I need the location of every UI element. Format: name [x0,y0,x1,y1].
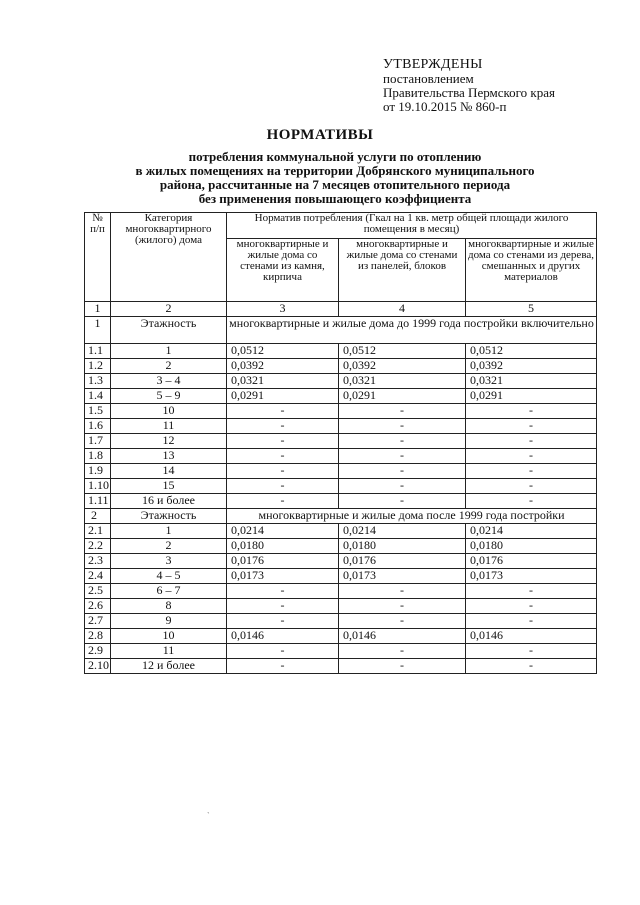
value-wood: - [466,449,597,464]
value-wood: - [466,434,597,449]
section-number: 2 [85,509,111,524]
floors-cell: 5 – 9 [111,389,227,404]
row-number: 1.11 [85,494,111,509]
row-number: 2.10 [85,659,111,674]
approval-line-2: Правительства Пермского края [383,85,555,100]
floors-cell: 4 – 5 [111,569,227,584]
value-brick: 0,0392 [227,359,339,374]
document-title: НОРМАТИВЫ [266,127,374,143]
floors-cell: 3 [111,554,227,569]
table-row [85,449,597,464]
row-number: 2.8 [85,629,111,644]
value-brick: - [227,584,339,599]
value-wood: - [466,614,597,629]
floors-cell: 15 [111,479,227,494]
value-panel: - [339,584,466,599]
header-wood: многоквартирные и жилые дома со стенами из дерева, смешанных и других материалов [466,238,597,301]
subtitle-line: в жилых помещениях на территории Добрянского муниципального [135,163,535,178]
value-panel: 0,0146 [339,629,466,644]
row-number: 1.2 [85,359,111,374]
value-wood: - [466,644,597,659]
table-row [85,359,597,374]
subtitle-line: без применения повышающего коэффициента [198,191,472,206]
row-number: 2.3 [85,554,111,569]
value-wood: 0,0176 [466,554,597,569]
table-row [85,404,597,419]
row-number: 1.3 [85,374,111,389]
row-number: 1.1 [85,344,111,359]
section-2-row [85,509,597,524]
value-panel: 0,0173 [339,569,466,584]
value-brick: 0,0291 [227,389,339,404]
column-number-cell: 2 [111,302,227,317]
value-brick: 0,0214 [227,524,339,539]
value-wood: - [466,599,597,614]
column-number-cell: 3 [227,302,339,317]
floors-cell: 2 [111,539,227,554]
floors-cell: 3 – 4 [111,374,227,389]
section-label: Этажность [111,509,227,524]
value-panel: 0,0512 [339,344,466,359]
floors-cell: 8 [111,599,227,614]
row-number: 1.9 [85,464,111,479]
row-number: 2.9 [85,644,111,659]
value-wood: 0,0392 [466,359,597,374]
value-brick: - [227,614,339,629]
document-subtitle [95,150,575,206]
value-brick: - [227,494,339,509]
floors-cell: 16 и более [111,494,227,509]
table-row [85,584,597,599]
value-brick: - [227,464,339,479]
row-number: 1.7 [85,434,111,449]
value-panel: 0,0176 [339,554,466,569]
table-row [85,659,597,674]
approval-heading: УТВЕРЖДЕНЫ [383,57,483,72]
value-wood: 0,0214 [466,524,597,539]
row-number: 2.2 [85,539,111,554]
approval-line-3: от 19.10.2015 № 860-п [383,99,507,114]
value-wood: 0,0146 [466,629,597,644]
approval-block [383,58,623,114]
value-brick: 0,0321 [227,374,339,389]
table-row [85,554,597,569]
value-wood: 0,0512 [466,344,597,359]
value-wood: - [466,494,597,509]
subtitle-line: района, рассчитанные на 7 месяцев отопительного периода [159,177,511,192]
floors-cell: 12 и более [111,659,227,674]
table-row [85,374,597,389]
value-wood: - [466,464,597,479]
row-number: 1.4 [85,389,111,404]
value-wood: 0,0180 [466,539,597,554]
section-title: многоквартирные и жилые дома до 1999 года постройки включительно [227,317,597,344]
value-brick: 0,0180 [227,539,339,554]
table-row [85,494,597,509]
table-row [85,434,597,449]
table-row [85,344,597,359]
column-number-cell: 4 [339,302,466,317]
scan-mark: ` [207,811,210,820]
value-wood: - [466,659,597,674]
value-panel: - [339,419,466,434]
row-number: 2.7 [85,614,111,629]
table-row [85,524,597,539]
section-label: Этажность [111,317,227,344]
column-number-cell: 1 [85,302,111,317]
table-row [85,419,597,434]
value-panel: - [339,464,466,479]
floors-cell: 11 [111,644,227,659]
value-panel: - [339,449,466,464]
row-number: 2.1 [85,524,111,539]
table-row [85,389,597,404]
value-panel: 0,0321 [339,374,466,389]
floors-cell: 2 [111,359,227,374]
floors-cell: 1 [111,524,227,539]
value-brick: 0,0512 [227,344,339,359]
value-panel: - [339,479,466,494]
column-number-cell: 5 [466,302,597,317]
value-wood: 0,0173 [466,569,597,584]
header-category: Категория многоквартирного (жилого) дома [111,213,227,302]
value-panel: 0,0180 [339,539,466,554]
table-row [85,629,597,644]
table-row [85,614,597,629]
floors-cell: 1 [111,344,227,359]
row-number: 2.6 [85,599,111,614]
section-title: многоквартирные и жилые дома после 1999 года постройки [227,509,597,524]
value-wood: - [466,479,597,494]
floors-cell: 14 [111,464,227,479]
value-panel: - [339,494,466,509]
value-brick: - [227,599,339,614]
value-panel: 0,0214 [339,524,466,539]
value-panel: - [339,404,466,419]
value-wood: - [466,404,597,419]
value-wood: 0,0291 [466,389,597,404]
row-number: 2.5 [85,584,111,599]
value-brick: 0,0176 [227,554,339,569]
floors-cell: 11 [111,419,227,434]
value-panel: - [339,614,466,629]
floors-cell: 12 [111,434,227,449]
value-brick: - [227,449,339,464]
header-number: № п/п [85,213,111,302]
floors-cell: 9 [111,614,227,629]
value-brick: 0,0173 [227,569,339,584]
row-number: 2.4 [85,569,111,584]
value-wood: - [466,419,597,434]
section-number: 1 [85,317,111,344]
value-panel: 0,0392 [339,359,466,374]
value-panel: - [339,599,466,614]
table-row [85,539,597,554]
row-number: 1.5 [85,404,111,419]
value-brick: - [227,419,339,434]
row-number: 1.10 [85,479,111,494]
table-row [85,569,597,584]
table-row [85,464,597,479]
approval-line-1: постановлением [383,71,474,86]
value-brick: - [227,659,339,674]
table-row [85,599,597,614]
subtitle-line: потребления коммунальной услуги по отоплению [188,149,482,164]
floors-cell: 13 [111,449,227,464]
value-brick: - [227,644,339,659]
section-1-row [85,317,597,344]
header-brick: многоквартирные и жилые дома со стенами из камня, кирпича [227,238,339,301]
floors-cell: 10 [111,629,227,644]
table-row [85,644,597,659]
value-panel: 0,0291 [339,389,466,404]
value-brick: - [227,434,339,449]
floors-cell: 10 [111,404,227,419]
floors-cell: 6 – 7 [111,584,227,599]
value-wood: - [466,584,597,599]
header-norm: Норматив потребления (Гкал на 1 кв. метр общей площади жилого помещения в месяц) [227,213,597,239]
value-brick: - [227,404,339,419]
value-panel: - [339,659,466,674]
norms-table [84,212,597,674]
row-number: 1.6 [85,419,111,434]
header-panel: многоквартирные и жилые дома со стенами из панелей, блоков [339,238,466,301]
table-row [85,479,597,494]
value-wood: 0,0321 [466,374,597,389]
value-panel: - [339,434,466,449]
value-brick: 0,0146 [227,629,339,644]
value-panel: - [339,644,466,659]
value-brick: - [227,479,339,494]
row-number: 1.8 [85,449,111,464]
